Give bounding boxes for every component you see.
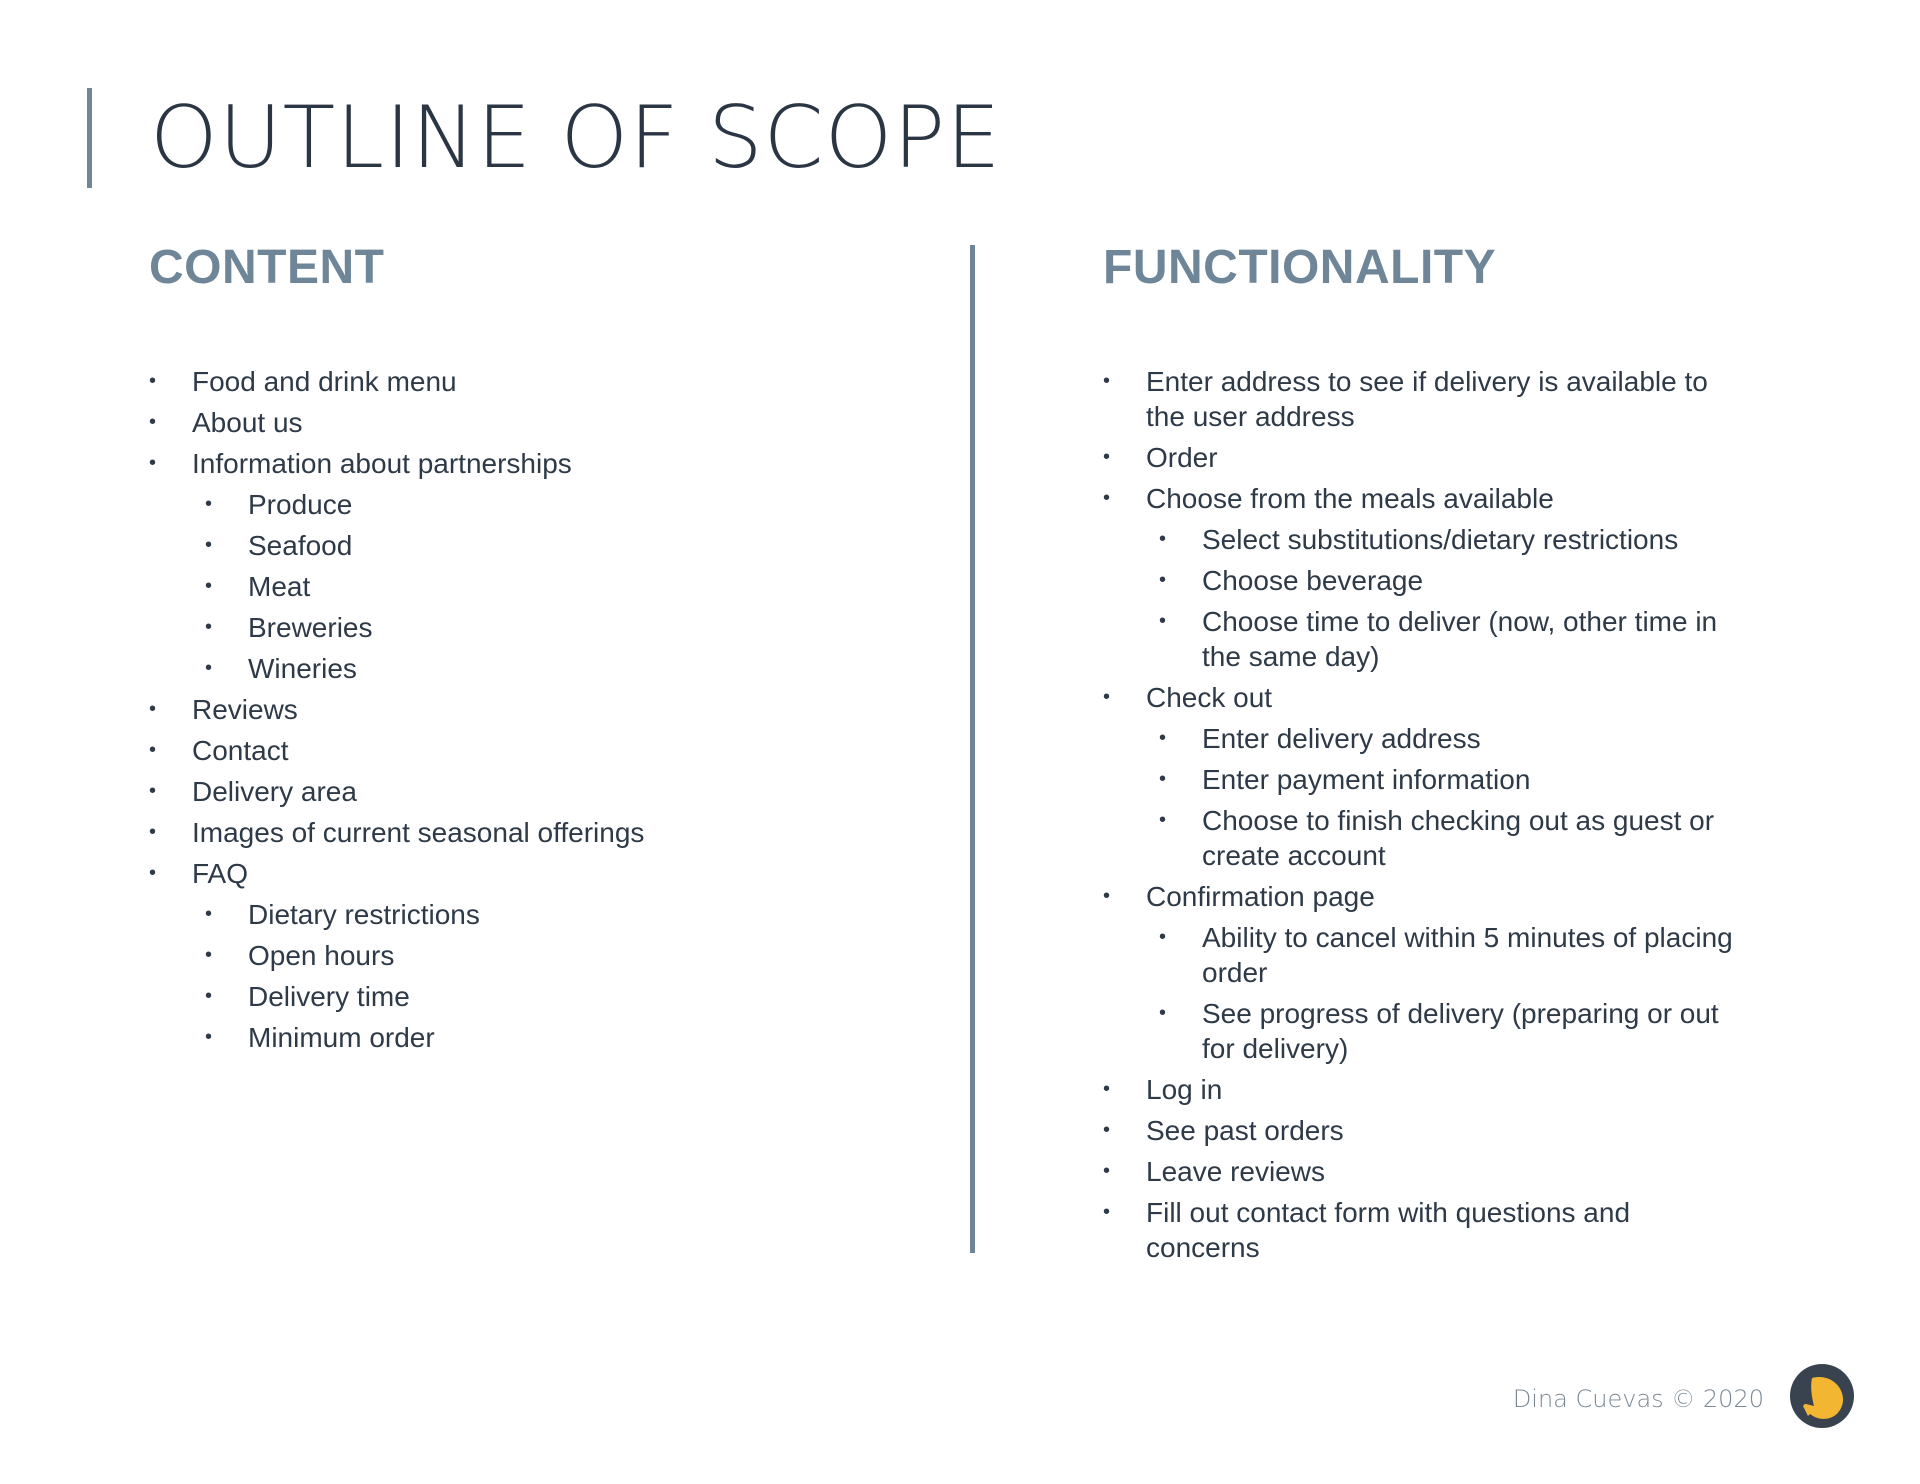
title-accent-bar bbox=[87, 88, 92, 188]
sub-list-item bbox=[149, 979, 644, 1014]
list-item bbox=[149, 692, 644, 727]
list-item bbox=[1103, 440, 1756, 475]
list-item-text: Choose to finish checking out as guest or create account bbox=[1202, 805, 1715, 871]
functionality-heading: FUNCTIONALITY bbox=[1103, 241, 1497, 294]
bullet-icon: • bbox=[149, 780, 157, 802]
list-item bbox=[1103, 364, 1756, 434]
list-item bbox=[149, 774, 644, 809]
sub-list-item bbox=[1103, 762, 1812, 797]
bullet-icon: • bbox=[1103, 885, 1111, 907]
list-item-text: Delivery time bbox=[248, 981, 410, 1012]
bullet-icon: • bbox=[1159, 926, 1167, 948]
list-item-text: See progress of delivery (preparing or out for delivery) bbox=[1202, 998, 1719, 1064]
bullet-icon: • bbox=[1103, 487, 1111, 509]
list-item-text: FAQ bbox=[192, 858, 249, 889]
list-item bbox=[149, 446, 644, 481]
content-column bbox=[149, 240, 909, 1053]
page-title: OUTLINE OF SCOPE bbox=[150, 88, 1002, 188]
list-item-text: Leave reviews bbox=[1146, 1156, 1325, 1187]
bullet-icon: • bbox=[1103, 1201, 1111, 1223]
list-item-text: Confirmation page bbox=[1146, 881, 1375, 912]
list-item-text: Meat bbox=[248, 571, 311, 602]
list-item-text: Enter delivery address bbox=[1202, 723, 1481, 754]
list-item bbox=[1103, 481, 1756, 516]
bullet-icon: • bbox=[205, 534, 213, 556]
bullet-icon: • bbox=[205, 944, 213, 966]
list-item bbox=[149, 364, 644, 399]
copyright-text: Dina Cuevas © 2020 bbox=[1512, 1385, 1764, 1413]
list-item bbox=[1103, 1154, 1756, 1189]
bullet-icon: • bbox=[149, 739, 157, 761]
bullet-icon: • bbox=[1103, 1160, 1111, 1182]
bullet-icon: • bbox=[1103, 1119, 1111, 1141]
bullet-icon: • bbox=[1159, 809, 1167, 831]
list-item bbox=[149, 405, 644, 440]
bullet-icon: • bbox=[149, 862, 157, 884]
bullet-icon: • bbox=[205, 903, 213, 925]
functionality-column bbox=[1103, 240, 1863, 1263]
list-item-text: Images of current seasonal offerings bbox=[192, 817, 645, 848]
list-item-text: Wineries bbox=[248, 653, 357, 684]
list-item-text: Breweries bbox=[248, 612, 373, 643]
sub-list-item bbox=[149, 897, 644, 932]
list-item-text: Choose from the meals available bbox=[1146, 483, 1554, 514]
bullet-icon: • bbox=[149, 411, 157, 433]
sub-list-item bbox=[1103, 563, 1812, 598]
sub-list-item bbox=[149, 938, 644, 973]
list-item-text: Fill out contact form with questions and concerns bbox=[1146, 1197, 1631, 1263]
sub-list-item bbox=[1103, 721, 1812, 756]
list-item-text: Produce bbox=[248, 489, 353, 520]
sub-list-item bbox=[149, 610, 644, 645]
sub-list-item bbox=[149, 569, 644, 604]
sub-list-item bbox=[1103, 996, 1812, 1066]
sub-list-item bbox=[149, 528, 644, 563]
list-item-text: Reviews bbox=[192, 694, 298, 725]
list-item-text: Open hours bbox=[248, 940, 395, 971]
sub-list-item bbox=[149, 651, 644, 686]
content-list bbox=[149, 364, 644, 1061]
bullet-icon: • bbox=[205, 1026, 213, 1048]
list-item-text: Order bbox=[1146, 442, 1218, 473]
bullet-icon: • bbox=[1159, 768, 1167, 790]
list-item-text: Select substitutions/dietary restrictions bbox=[1202, 524, 1679, 555]
list-item-text: Delivery area bbox=[192, 776, 357, 807]
bullet-icon: • bbox=[1159, 610, 1167, 632]
list-item-text: Dietary restrictions bbox=[248, 899, 480, 930]
list-item-text: Contact bbox=[192, 735, 289, 766]
bullet-icon: • bbox=[149, 821, 157, 843]
list-item-text: Enter payment information bbox=[1202, 764, 1531, 795]
bullet-icon: • bbox=[1103, 1078, 1111, 1100]
list-item bbox=[1103, 1195, 1756, 1265]
bullet-icon: • bbox=[1159, 569, 1167, 591]
bullet-icon: • bbox=[1159, 727, 1167, 749]
list-item bbox=[149, 733, 644, 768]
bullet-icon: • bbox=[149, 698, 157, 720]
functionality-list bbox=[1103, 364, 1812, 1271]
list-item-text: Choose beverage bbox=[1202, 565, 1424, 596]
list-item-text: Log in bbox=[1146, 1074, 1223, 1105]
list-item-text: About us bbox=[192, 407, 303, 438]
sub-list-item bbox=[1103, 522, 1812, 557]
bullet-icon: • bbox=[1159, 528, 1167, 550]
list-item bbox=[1103, 1113, 1756, 1148]
sub-list-item bbox=[1103, 803, 1812, 873]
bullet-icon: • bbox=[205, 657, 213, 679]
sub-list-item bbox=[1103, 604, 1812, 674]
sub-list-item bbox=[149, 487, 644, 522]
list-item-text: Ability to cancel within 5 minutes of placing order bbox=[1202, 922, 1733, 988]
content-heading: CONTENT bbox=[149, 241, 385, 294]
list-item-text: Information about partnerships bbox=[192, 448, 572, 479]
bullet-icon: • bbox=[205, 985, 213, 1007]
list-item-text: Choose time to deliver (now, other time in the same day) bbox=[1202, 606, 1718, 672]
list-item-text: Check out bbox=[1146, 682, 1273, 713]
list-item-text: Seafood bbox=[248, 530, 353, 561]
sub-list-item bbox=[149, 1020, 644, 1055]
bullet-icon: • bbox=[205, 575, 213, 597]
list-item bbox=[1103, 680, 1756, 715]
column-divider bbox=[970, 245, 975, 1253]
bullet-icon: • bbox=[149, 452, 157, 474]
bullet-icon: • bbox=[205, 493, 213, 515]
bullet-icon: • bbox=[205, 616, 213, 638]
list-item bbox=[1103, 1072, 1756, 1107]
list-item bbox=[149, 815, 644, 850]
logo-icon bbox=[1790, 1364, 1854, 1428]
bullet-icon: • bbox=[1159, 1002, 1167, 1024]
bullet-icon: • bbox=[1103, 686, 1111, 708]
list-item-text: Enter address to see if delivery is available to the user address bbox=[1146, 366, 1708, 432]
list-item bbox=[1103, 879, 1756, 914]
list-item bbox=[149, 856, 644, 891]
list-item-text: Food and drink menu bbox=[192, 366, 457, 397]
list-item-text: Minimum order bbox=[248, 1022, 435, 1053]
list-item-text: See past orders bbox=[1146, 1115, 1344, 1146]
bullet-icon: • bbox=[149, 370, 157, 392]
bullet-icon: • bbox=[1103, 370, 1111, 392]
sub-list-item bbox=[1103, 920, 1812, 990]
bullet-icon: • bbox=[1103, 446, 1111, 468]
